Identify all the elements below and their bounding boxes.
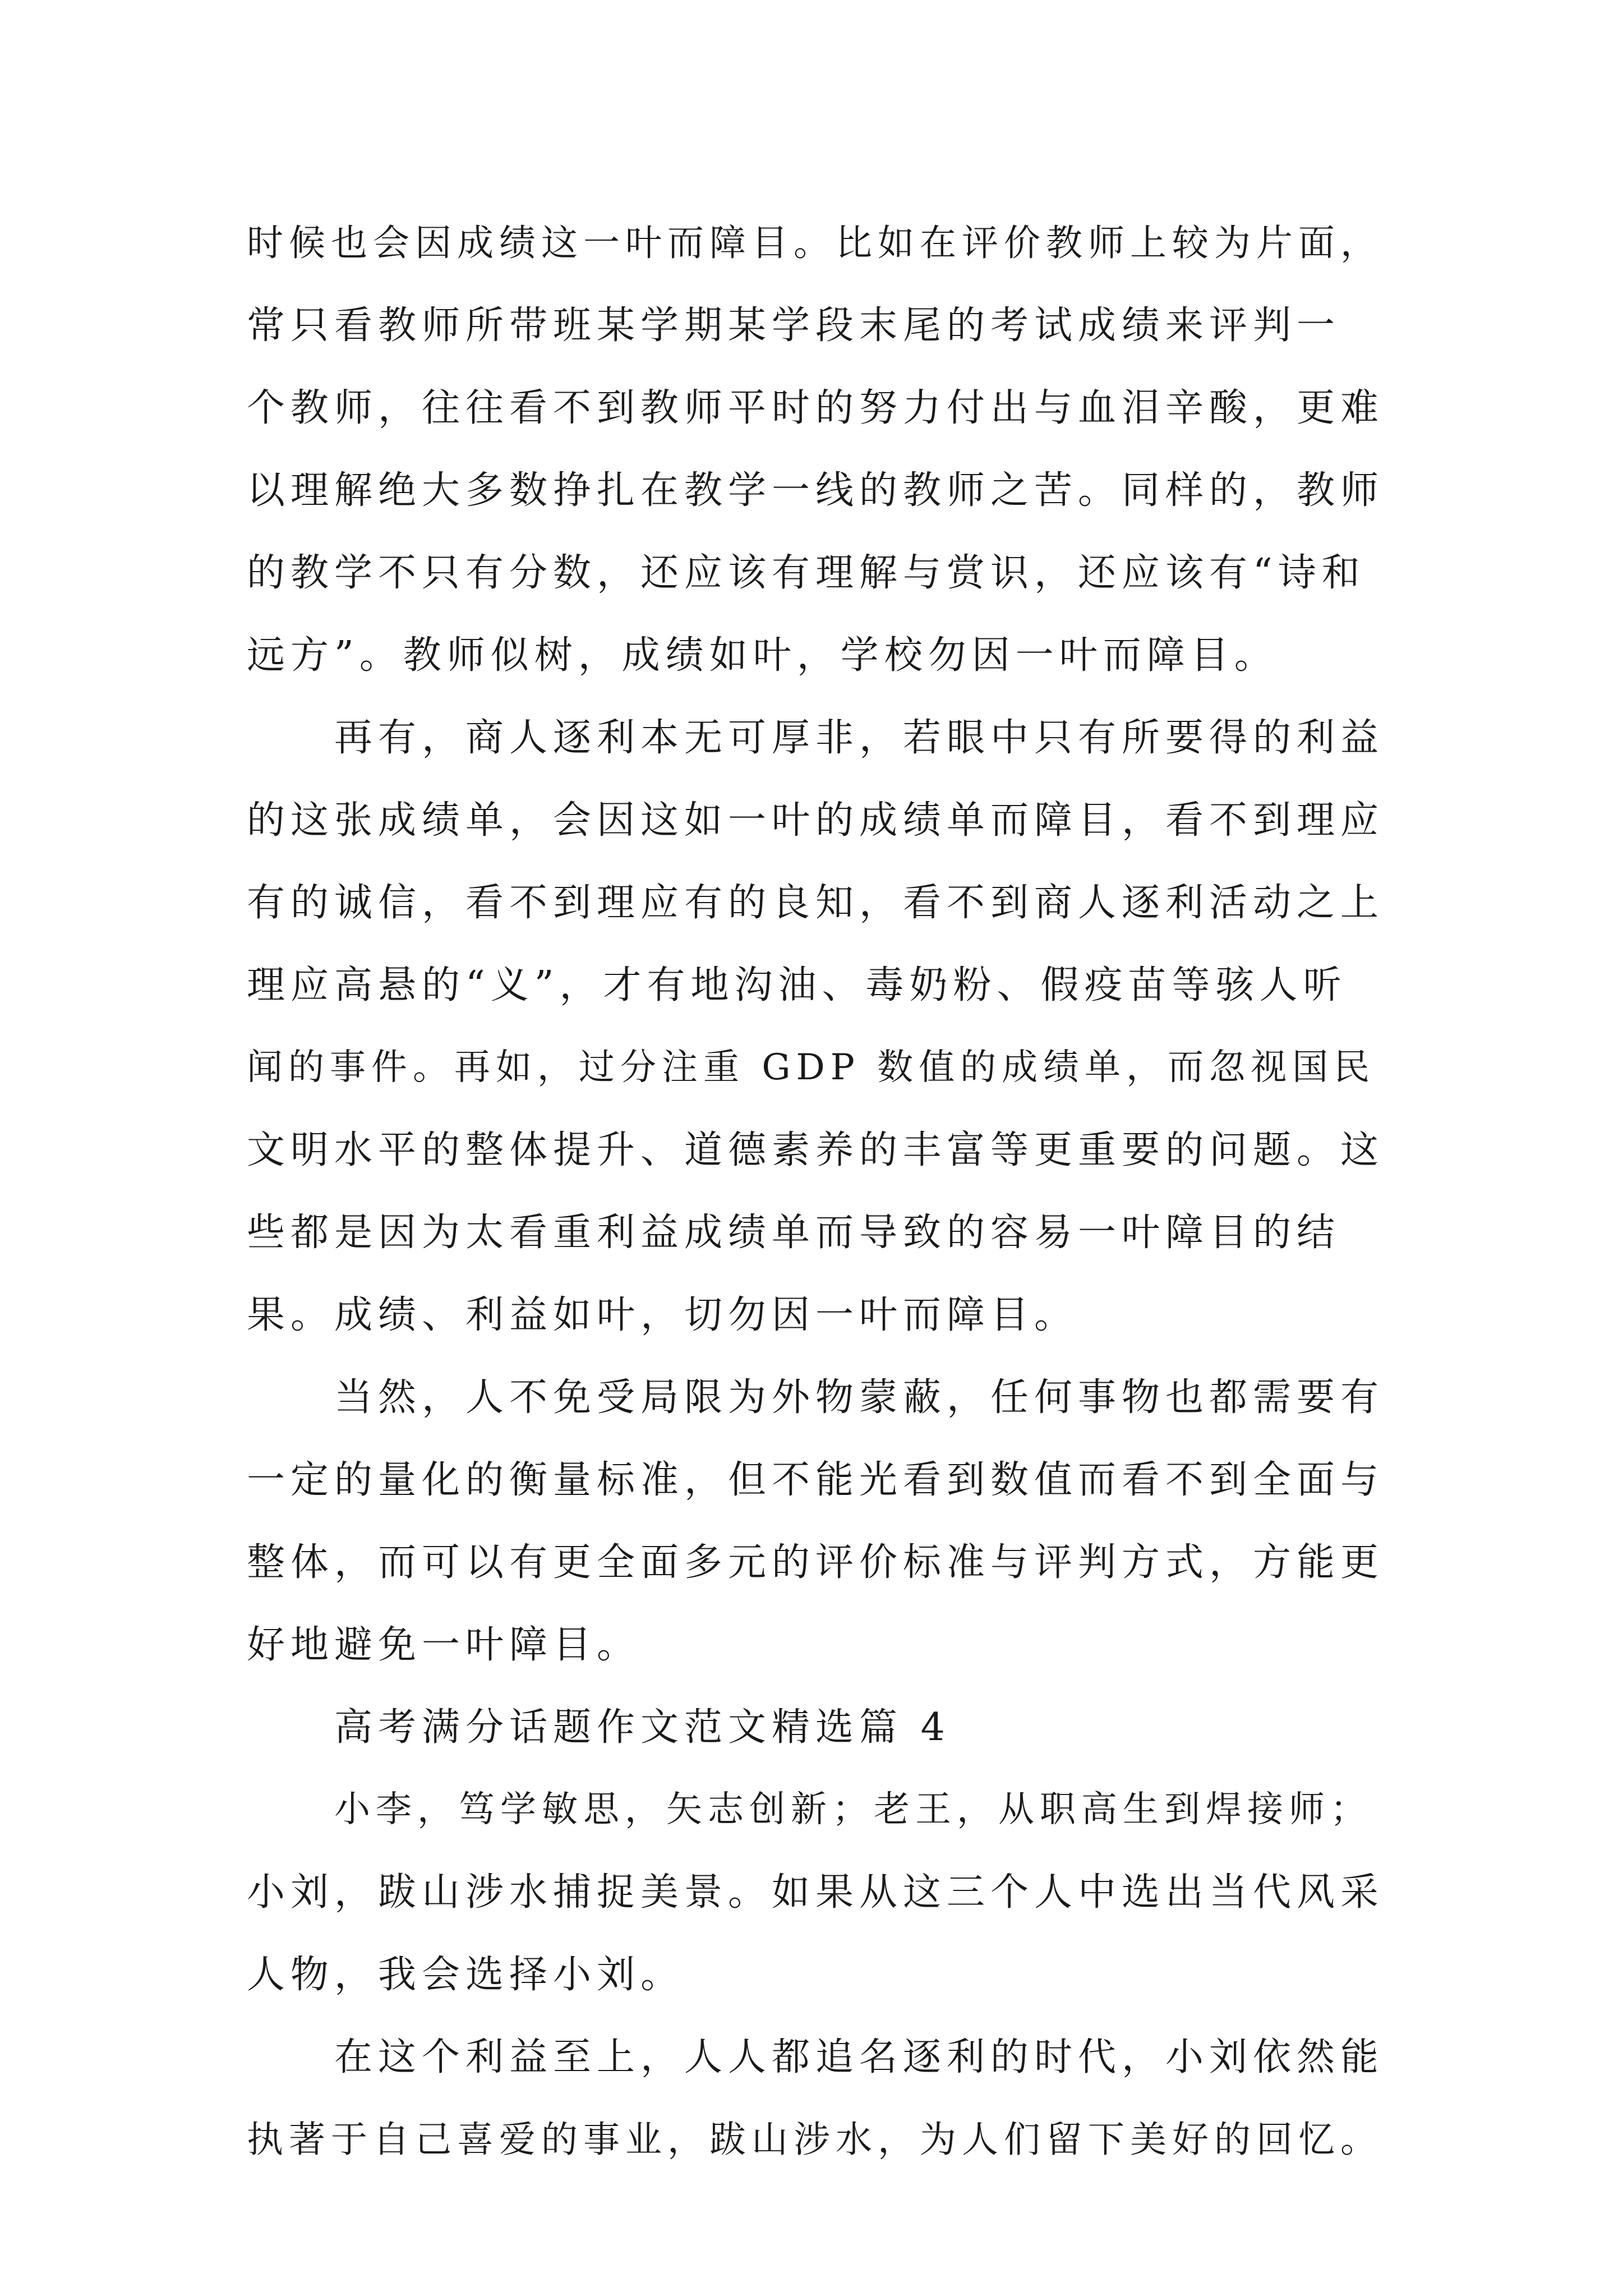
text-line: 理应高悬的“义”，才有地沟油、毒奶粉、假疫苗等骇人听 <box>247 963 1347 1007</box>
text-line: 果。成绩、利益如叶，切勿因一叶而障目。 <box>247 1293 1078 1337</box>
text-line: 执著于自己喜爱的事业，跋山涉水，为人们留下美好的回忆。 <box>247 2119 1383 2161</box>
text-line: 以理解绝大多数挣扎在教学一线的教师之苦。同样的，教师 <box>247 468 1385 513</box>
paragraph-first-line: 在这个利益至上，人人都追名逐利的时代，小刘依然能 <box>334 2035 1385 2079</box>
text-line: 人物，我会选择小刘。 <box>247 1953 685 1997</box>
section-heading: 高考满分话题作文范文精选篇 4 <box>334 1705 951 1750</box>
text-line: 的这张成绩单，会因这如一叶的成绩单而障目，看不到理应 <box>247 798 1385 843</box>
text-line: 的教学不只有分数，还应该有理解与赏识，还应该有“诗和 <box>247 551 1366 595</box>
text-line: 有的诚信，看不到理应有的良知，看不到商人逐利活动之上 <box>247 881 1385 925</box>
text-line: 个教师，往往看不到教师平时的努力付出与血泪辛酸，更难 <box>247 386 1385 430</box>
paragraph-first-line: 当然，人不免受局限为外物蒙蔽，任何事物也都需要有 <box>334 1375 1385 1420</box>
text-line: 常只看教师所带班某学期某学段末尾的考试成绩来评判一 <box>247 303 1341 348</box>
document-body <box>247 202 1385 2181</box>
text-line: 好地避免一叶障目。 <box>247 1623 641 1667</box>
text-line: 整体，而可以有更全面多元的评价标准与评判方式，方能更 <box>247 1540 1385 1585</box>
text-line: 小刘，跋山涉水捕捉美景。如果从这三个人中选出当代风采 <box>247 1870 1385 1915</box>
paragraph-first-line: 小李，笃学敏思，矢志创新；老王，从职高生到焊接师； <box>334 1789 1372 1830</box>
text-line: 闻的事件。再如，过分注重 GDP 数值的成绩单，而忽视国民 <box>247 1047 1376 1088</box>
text-line: 一定的量化的衡量标准，但不能光看到数值而看不到全面与 <box>247 1458 1385 1502</box>
text-line: 远方”。教师似树，成绩如叶，学校勿因一叶而障目。 <box>247 633 1278 678</box>
text-line: 时候也会因成绩这一叶而障目。比如在评价教师上较为片面， <box>247 222 1383 264</box>
paragraph-first-line: 再有，商人逐利本无可厚非，若眼中只有所要得的利益 <box>334 716 1385 760</box>
text-line: 文明水平的整体提升、道德素养的丰富等更重要的问题。这 <box>247 1128 1385 1172</box>
text-line: 些都是因为太看重利益成绩单而导致的容易一叶障目的结 <box>247 1211 1341 1255</box>
